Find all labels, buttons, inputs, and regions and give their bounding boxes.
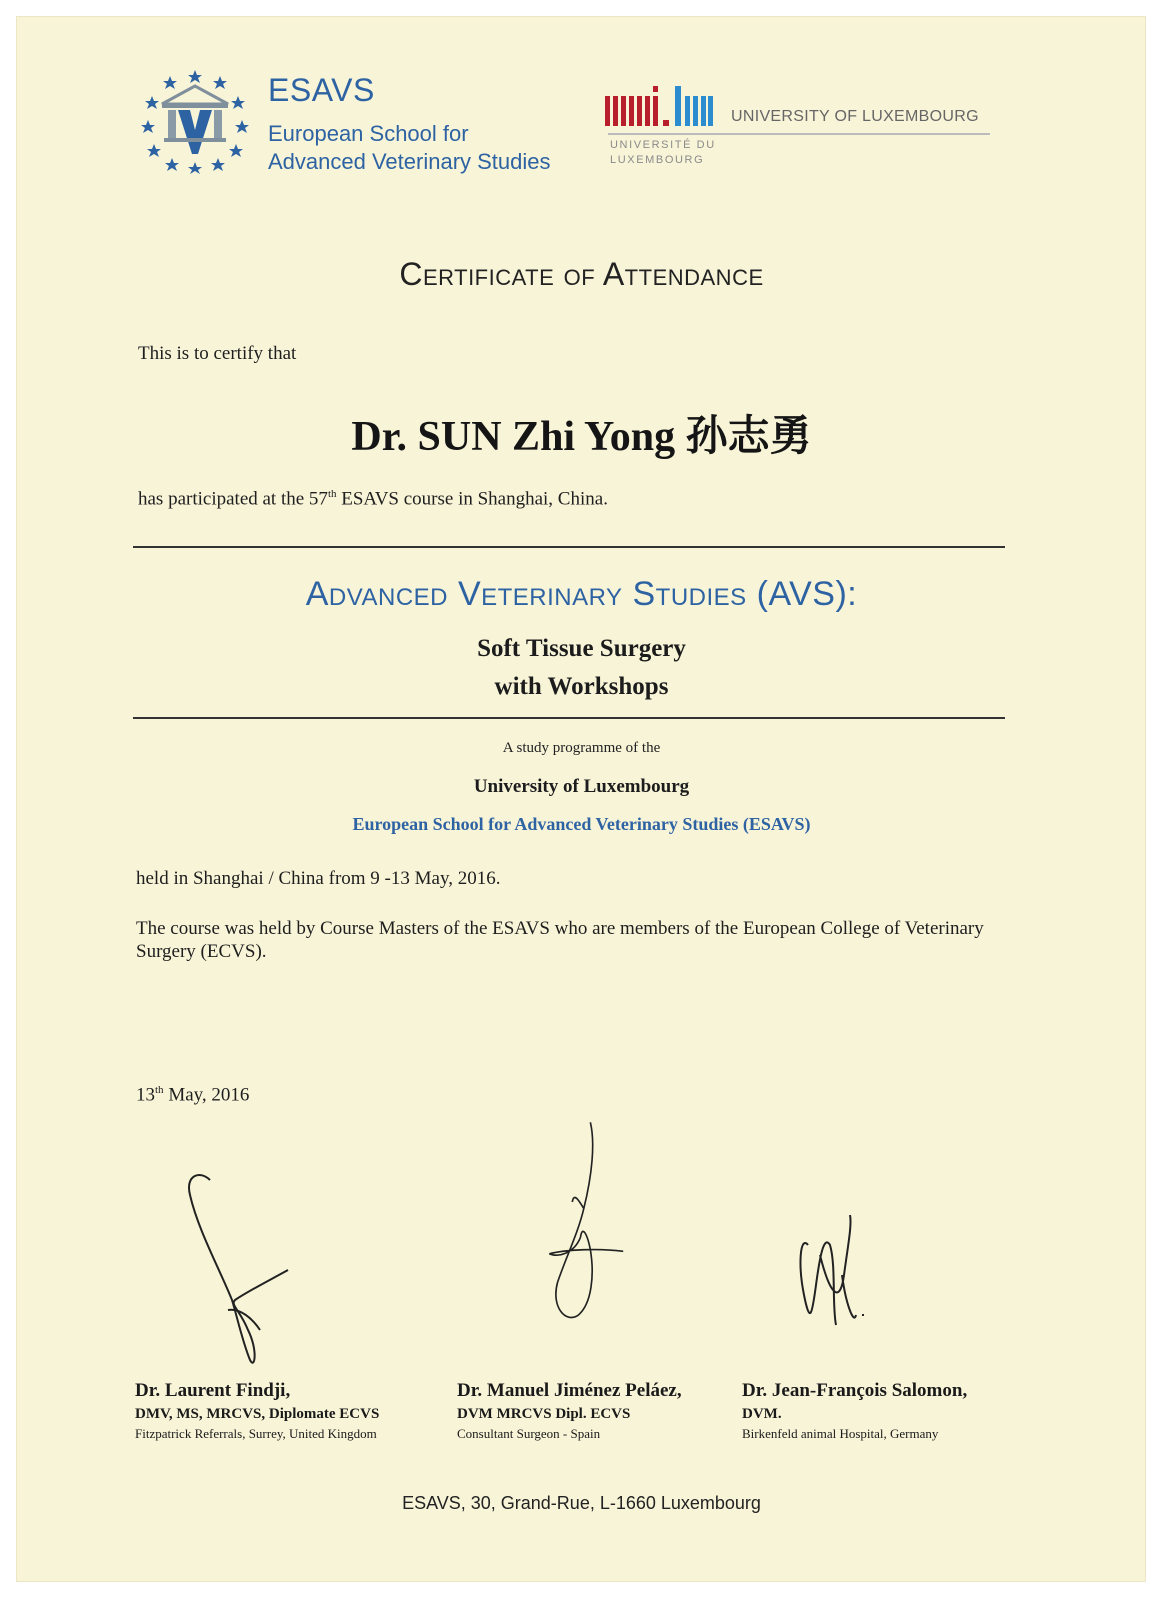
issue-date-rest: May, 2016 — [163, 1084, 250, 1106]
signatory-2 — [457, 1380, 682, 1442]
issue-date-sup: th — [155, 1084, 164, 1096]
course-location-dates: held in Shanghai / China from 9 -13 May, 2016. — [136, 868, 501, 889]
programme-school: European School for Advanced Veterinary Studies (ESAVS) — [352, 814, 811, 834]
university-rule — [608, 133, 990, 135]
esavs-sub-line-2: Advanced Veterinary Studies — [268, 149, 551, 174]
divider-bottom — [133, 717, 1005, 719]
certify-intro: This is to certify that — [138, 343, 297, 364]
participation-statement — [138, 488, 608, 510]
programme-subtitle-line-2: with Workshops — [494, 673, 669, 700]
footer-address: ESAVS, 30, Grand-Rue, L-1660 Luxembourg — [402, 1493, 761, 1513]
signatory-name: Dr. Manuel Jiménez Peláez, — [457, 1380, 682, 1401]
esavs-full-name — [268, 120, 551, 176]
recipient-name: Dr. SUN Zhi Yong 孙志勇 — [351, 414, 812, 460]
participation-before: has participated at the 57 — [138, 488, 328, 510]
programme-subtitle-line-1: Soft Tissue Surgery — [477, 635, 686, 662]
signatory-credentials: DMV, MS, MRCVS, Diplomate ECVS — [135, 1406, 380, 1422]
uni-sub-line-2: LUXEMBOURG — [610, 154, 705, 166]
esavs-emblem-icon — [140, 68, 250, 174]
uni-lu-logo-icon — [605, 86, 713, 130]
issue-date-day: 13 — [136, 1084, 155, 1106]
certificate-title: Certificate of Attendance — [399, 256, 764, 292]
university-name: UNIVERSITY OF LUXEMBOURG — [731, 108, 979, 125]
signatory-affiliation: Fitzpatrick Referrals, Surrey, United Kingdom — [135, 1426, 377, 1441]
esavs-name: ESAVS — [268, 72, 375, 108]
signatory-credentials: DVM. — [742, 1406, 782, 1422]
programme-subtitle — [0, 630, 1163, 706]
participation-sup: th — [327, 488, 337, 500]
programme-university: University of Luxembourg — [473, 776, 690, 797]
signatory-3 — [742, 1380, 967, 1442]
signatory-name: Dr. Laurent Findji, — [135, 1380, 291, 1401]
university-french-name — [610, 138, 716, 168]
signature-findji — [170, 1150, 370, 1380]
signatory-credentials: DVM MRCVS Dipl. ECVS — [457, 1406, 631, 1422]
signatory-affiliation: Consultant Surgeon - Spain — [457, 1426, 601, 1441]
uni-sub-line-1: UNIVERSITÉ DU — [610, 139, 716, 151]
issue-date — [136, 1084, 249, 1106]
study-note: A study programme of the — [502, 740, 661, 756]
signature-jimenez — [515, 1110, 715, 1340]
signatory-name: Dr. Jean-François Salomon, — [742, 1380, 968, 1401]
divider-top — [133, 546, 1005, 548]
course-masters-note: The course was held by Course Masters of the ESAVS who are members of the European College of Veterinary Surgery (ECVS). — [136, 918, 984, 962]
participation-after: ESAVS course in Shanghai, China. — [336, 488, 608, 510]
signatory-1 — [135, 1380, 379, 1442]
signatory-affiliation: Birkenfeld animal Hospital, Germany — [742, 1426, 939, 1441]
esavs-sub-line-1: European School for — [268, 121, 469, 146]
programme-title: Advanced Veterinary Studies (AVS): — [305, 575, 858, 613]
